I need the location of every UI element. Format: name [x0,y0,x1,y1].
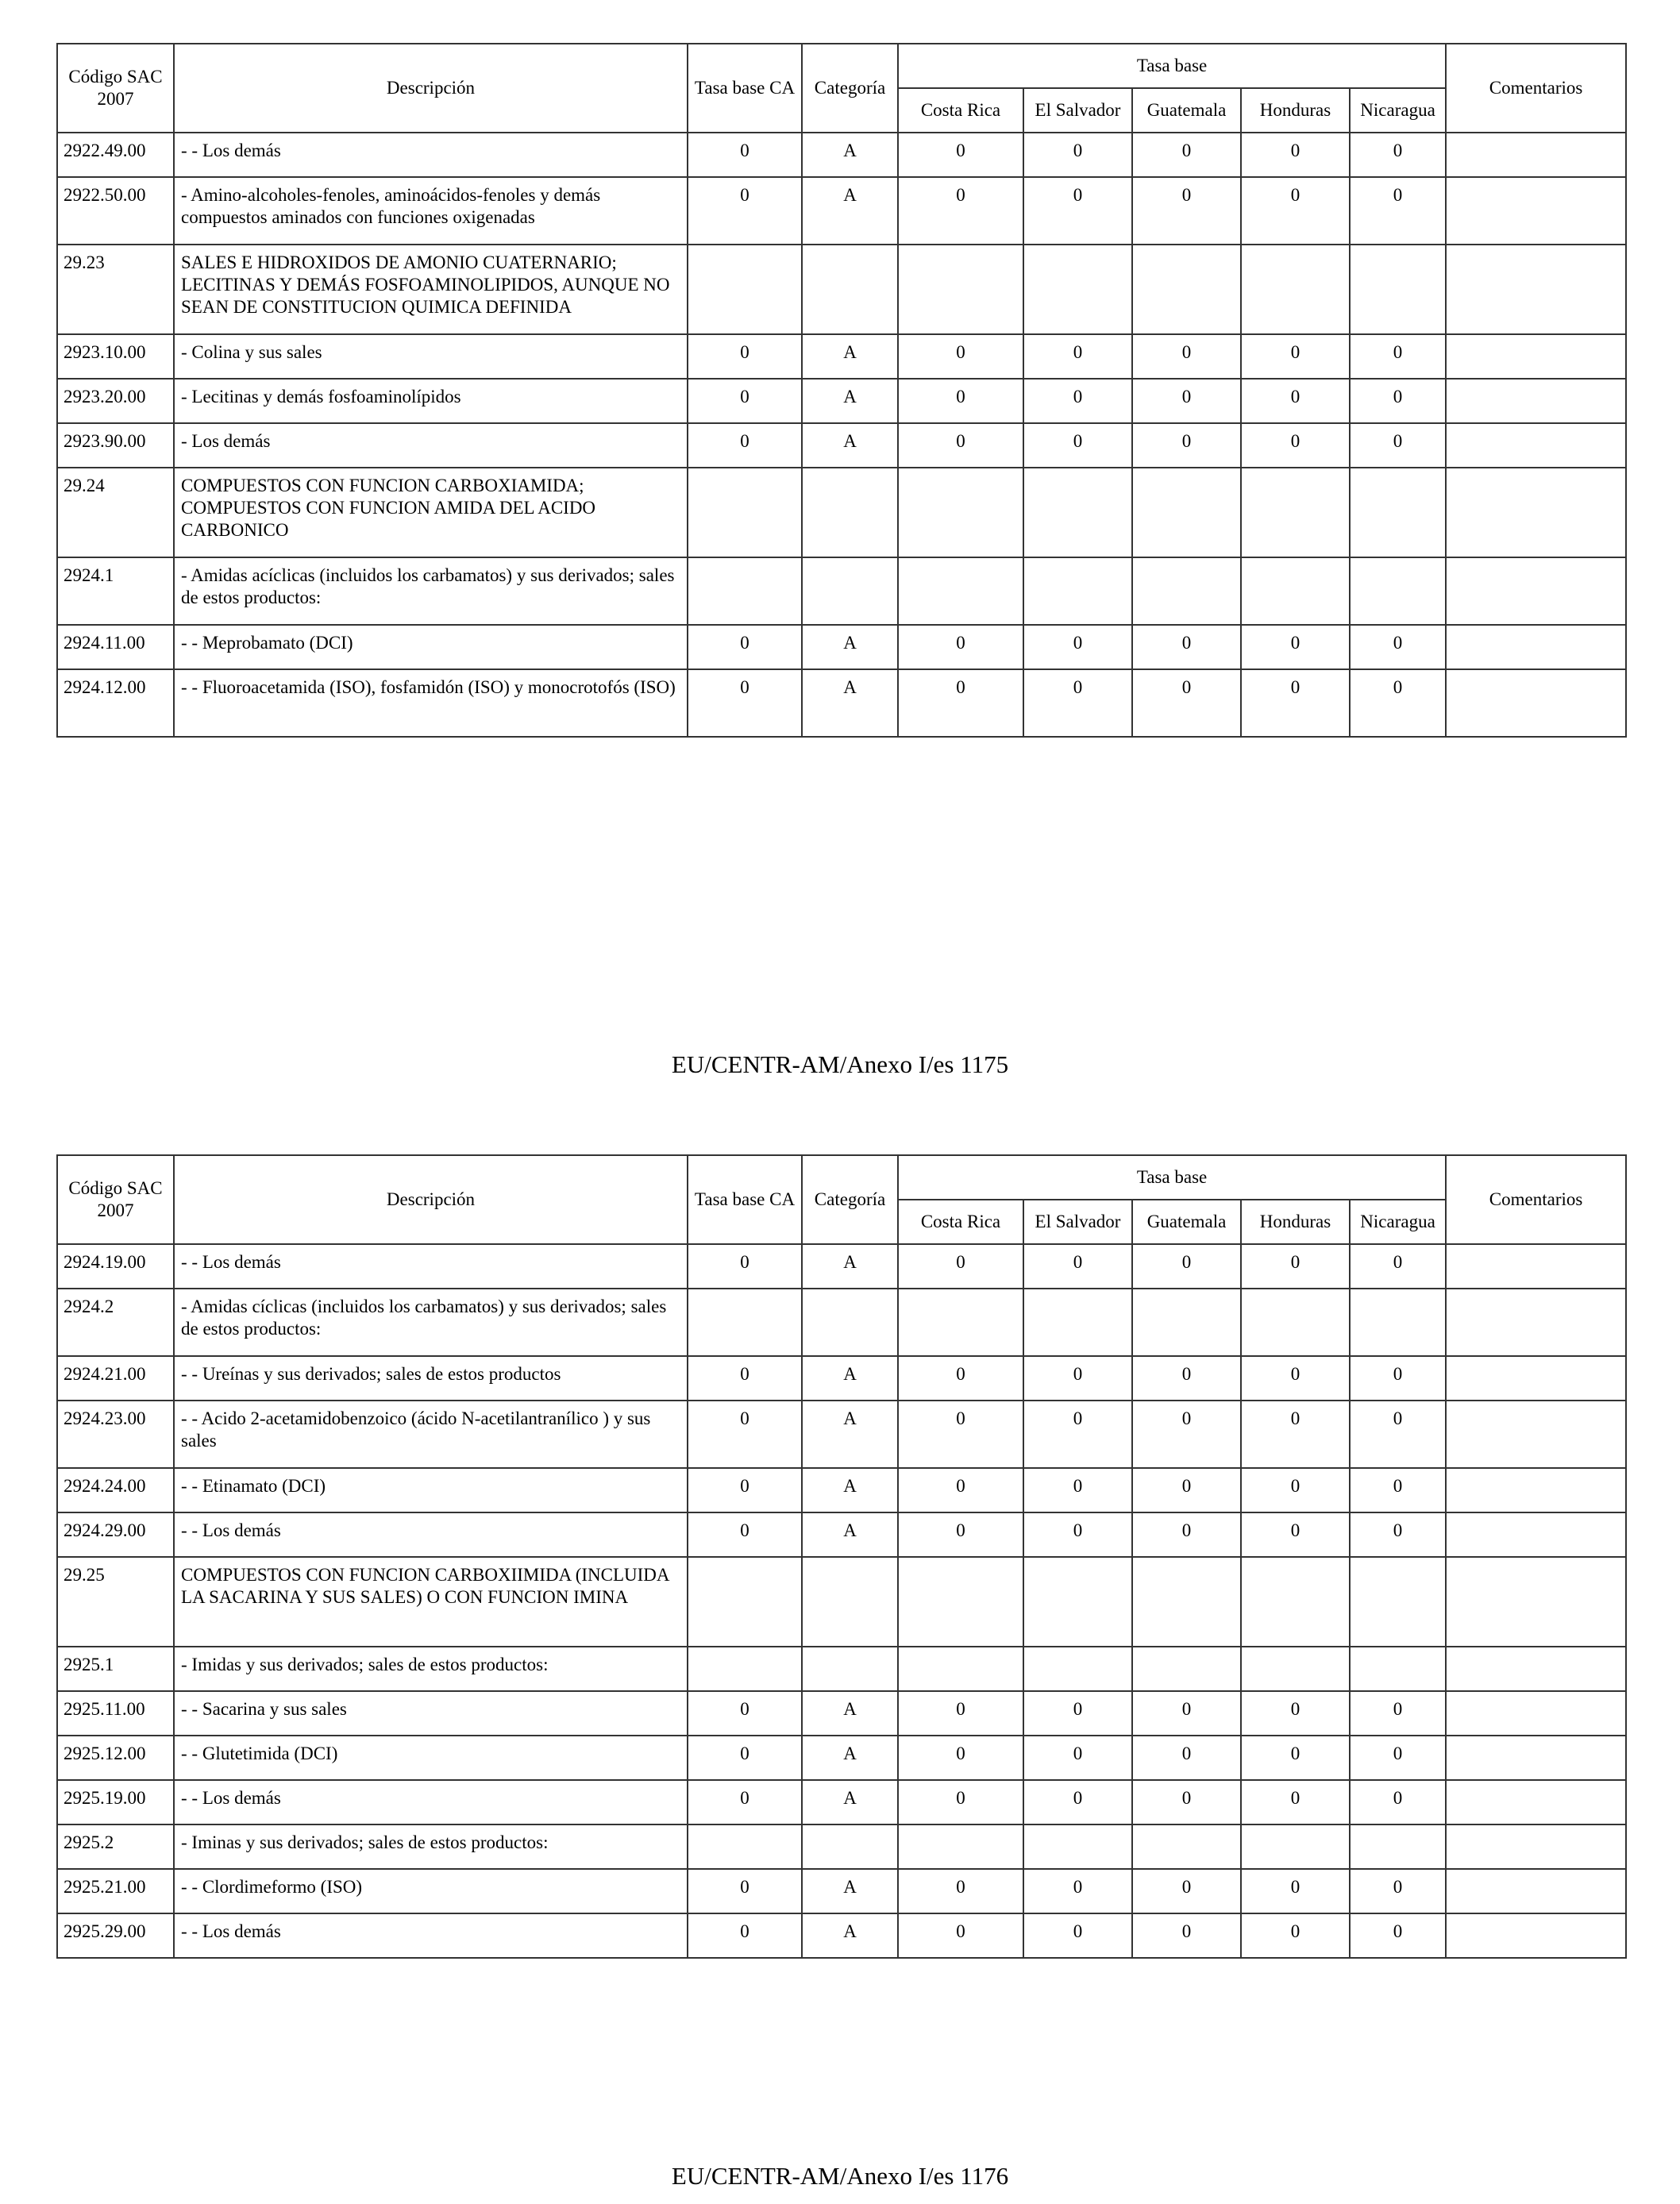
rate-costa-rica-cell: 0 [898,1401,1023,1468]
rate-honduras-cell: 0 [1241,1736,1350,1780]
description-cell: - Amino-alcoholes-fenoles, aminoácidos-fenoles y demás compuestos aminados con funciones oxigenadas [174,177,688,245]
description-cell: - - Los demás [174,133,688,177]
tasa-base-ca-cell: 0 [688,1401,802,1468]
table-row [57,334,1626,379]
comentarios-cell [1446,177,1626,245]
code-cell: 2923.20.00 [57,379,174,423]
rate-nicaragua-cell: 0 [1350,423,1446,468]
rate-el-salvador-cell [1023,1647,1132,1691]
rate-honduras-cell: 0 [1241,1356,1350,1401]
comentarios-cell [1446,1869,1626,1913]
categoria-cell [802,1824,898,1869]
rate-el-salvador-cell: 0 [1023,334,1132,379]
table-row [57,1244,1626,1289]
rate-costa-rica-cell: 0 [898,133,1023,177]
code-cell: 2924.19.00 [57,1244,174,1289]
description-cell: - Imidas y sus derivados; sales de estos productos: [174,1647,688,1691]
header-country: Honduras [1241,88,1350,133]
rate-el-salvador-cell: 0 [1023,177,1132,245]
rate-costa-rica-cell: 0 [898,177,1023,245]
rate-costa-rica-cell: 0 [898,1244,1023,1289]
code-cell: 2924.24.00 [57,1468,174,1512]
rate-honduras-cell [1241,1289,1350,1356]
rate-honduras-cell: 0 [1241,669,1350,737]
header-country: Honduras [1241,1200,1350,1244]
rate-nicaragua-cell: 0 [1350,1913,1446,1958]
rate-nicaragua-cell: 0 [1350,1244,1446,1289]
page-footer: EU/CENTR-AM/Anexo I/es 1176 [671,2162,1009,2190]
rate-nicaragua-cell: 0 [1350,625,1446,669]
description-cell: - - Fluoroacetamida (ISO), fosfamidón (ISO) y monocrotofós (ISO) [174,669,688,737]
rate-nicaragua-cell [1350,557,1446,625]
tasa-base-ca-cell: 0 [688,1780,802,1824]
table-row [57,133,1626,177]
rate-el-salvador-cell: 0 [1023,1468,1132,1512]
rate-nicaragua-cell: 0 [1350,133,1446,177]
rate-el-salvador-cell: 0 [1023,1244,1132,1289]
rate-nicaragua-cell: 0 [1350,177,1446,245]
rate-el-salvador-cell [1023,1557,1132,1647]
comentarios-cell [1446,468,1626,557]
rate-el-salvador-cell: 0 [1023,1780,1132,1824]
comentarios-cell [1446,334,1626,379]
description-cell: - - Sacarina y sus sales [174,1691,688,1736]
categoria-cell [802,1647,898,1691]
description-cell: - Amidas acíclicas (incluidos los carbamatos) y sus derivados; sales de estos productos: [174,557,688,625]
categoria-cell: A [802,625,898,669]
categoria-cell [802,557,898,625]
rate-el-salvador-cell: 0 [1023,1736,1132,1780]
tasa-base-ca-cell: 0 [688,1691,802,1736]
description-cell: - Colina y sus sales [174,334,688,379]
tasa-base-ca-cell [688,245,802,334]
rate-guatemala-cell [1132,468,1241,557]
rate-honduras-cell [1241,1557,1350,1647]
categoria-cell: A [802,177,898,245]
rate-costa-rica-cell [898,245,1023,334]
rate-honduras-cell: 0 [1241,334,1350,379]
rate-costa-rica-cell: 0 [898,1913,1023,1958]
categoria-cell [802,245,898,334]
header-country: Nicaragua [1350,88,1446,133]
tasa-base-ca-cell: 0 [688,1512,802,1557]
table-row [57,177,1626,245]
rate-el-salvador-cell [1023,557,1132,625]
comentarios-cell [1446,1356,1626,1401]
rate-honduras-cell [1241,1824,1350,1869]
rate-nicaragua-cell: 0 [1350,1468,1446,1512]
rate-el-salvador-cell [1023,468,1132,557]
code-cell: 2925.12.00 [57,1736,174,1780]
rate-honduras-cell: 0 [1241,1869,1350,1913]
categoria-cell: A [802,1869,898,1913]
code-cell: 2923.10.00 [57,334,174,379]
description-cell: COMPUESTOS CON FUNCION CARBOXIIMIDA (INCLUIDA LA SACARINA Y SUS SALES) O CON FUNCION IMINA [174,1557,688,1647]
rate-el-salvador-cell: 0 [1023,1401,1132,1468]
rate-el-salvador-cell [1023,1289,1132,1356]
tasa-base-ca-cell [688,1647,802,1691]
code-cell: 2925.19.00 [57,1780,174,1824]
comentarios-cell [1446,1512,1626,1557]
tasa-base-ca-cell: 0 [688,1244,802,1289]
categoria-cell: A [802,1691,898,1736]
comentarios-cell [1446,1913,1626,1958]
rate-nicaragua-cell: 0 [1350,669,1446,737]
rate-nicaragua-cell: 0 [1350,1356,1446,1401]
code-cell: 2924.29.00 [57,1512,174,1557]
tasa-base-ca-cell [688,468,802,557]
rate-el-salvador-cell: 0 [1023,133,1132,177]
code-cell: 2922.50.00 [57,177,174,245]
rate-honduras-cell: 0 [1241,1512,1350,1557]
header-country: El Salvador [1023,88,1132,133]
rate-guatemala-cell: 0 [1132,1736,1241,1780]
rate-honduras-cell [1241,245,1350,334]
categoria-cell: A [802,334,898,379]
rate-guatemala-cell [1132,557,1241,625]
rate-costa-rica-cell: 0 [898,379,1023,423]
description-cell: - - Clordimeformo (ISO) [174,1869,688,1913]
rate-nicaragua-cell [1350,1289,1446,1356]
page-footer: EU/CENTR-AM/Anexo I/es 1175 [671,1050,1009,1078]
comentarios-cell [1446,1401,1626,1468]
rate-el-salvador-cell: 0 [1023,423,1132,468]
code-cell: 29.24 [57,468,174,557]
tariff-page-2 [56,1154,1625,1959]
rate-el-salvador-cell: 0 [1023,1691,1132,1736]
tasa-base-ca-cell [688,557,802,625]
rate-el-salvador-cell: 0 [1023,669,1132,737]
description-cell: - - Glutetimida (DCI) [174,1736,688,1780]
rate-honduras-cell: 0 [1241,1468,1350,1512]
tasa-base-ca-cell: 0 [688,1736,802,1780]
code-cell: 2924.23.00 [57,1401,174,1468]
rate-honduras-cell: 0 [1241,1691,1350,1736]
table-row [57,468,1626,557]
code-cell: 2923.90.00 [57,423,174,468]
code-cell: 2924.1 [57,557,174,625]
header-tasa-base-ca: Tasa base CA [688,44,802,133]
rate-honduras-cell [1241,468,1350,557]
tariff-table [56,43,1627,738]
comentarios-cell [1446,1468,1626,1512]
comentarios-cell [1446,669,1626,737]
header-categoria: Categoría [802,1155,898,1244]
rate-el-salvador-cell: 0 [1023,379,1132,423]
rate-honduras-cell: 0 [1241,1244,1350,1289]
rate-guatemala-cell: 0 [1132,1913,1241,1958]
tasa-base-ca-cell: 0 [688,1468,802,1512]
rate-guatemala-cell: 0 [1132,1468,1241,1512]
rate-guatemala-cell: 0 [1132,177,1241,245]
comentarios-cell [1446,1780,1626,1824]
comentarios-cell [1446,423,1626,468]
categoria-cell: A [802,379,898,423]
rate-el-salvador-cell: 0 [1023,1356,1132,1401]
rate-honduras-cell: 0 [1241,379,1350,423]
tasa-base-ca-cell: 0 [688,177,802,245]
description-cell: - Amidas cíclicas (incluidos los carbamatos) y sus derivados; sales de estos productos: [174,1289,688,1356]
tasa-base-ca-cell [688,1289,802,1356]
header-country: Nicaragua [1350,1200,1446,1244]
header-descripcion: Descripción [174,44,688,133]
rate-costa-rica-cell [898,1289,1023,1356]
tasa-base-ca-cell: 0 [688,1869,802,1913]
rate-honduras-cell: 0 [1241,423,1350,468]
comentarios-cell [1446,1289,1626,1356]
header-tasa-base-ca: Tasa base CA [688,1155,802,1244]
rate-guatemala-cell: 0 [1132,334,1241,379]
description-cell: COMPUESTOS CON FUNCION CARBOXIAMIDA; COMPUESTOS CON FUNCION AMIDA DEL ACIDO CARBONICO [174,468,688,557]
tasa-base-ca-cell: 0 [688,334,802,379]
rate-honduras-cell: 0 [1241,1913,1350,1958]
rate-costa-rica-cell [898,557,1023,625]
rate-guatemala-cell [1132,1647,1241,1691]
rate-nicaragua-cell [1350,1647,1446,1691]
comentarios-cell [1446,133,1626,177]
comentarios-cell [1446,1647,1626,1691]
header-tasa-base: Tasa base [898,44,1446,88]
categoria-cell: A [802,1356,898,1401]
table-row [57,1289,1626,1356]
rate-el-salvador-cell [1023,1824,1132,1869]
table-row [57,1557,1626,1647]
rate-nicaragua-cell: 0 [1350,334,1446,379]
code-cell: 29.23 [57,245,174,334]
rate-guatemala-cell [1132,245,1241,334]
code-cell: 2924.12.00 [57,669,174,737]
rate-honduras-cell [1241,557,1350,625]
rate-nicaragua-cell [1350,245,1446,334]
table-row [57,1780,1626,1824]
rate-guatemala-cell [1132,1289,1241,1356]
rate-nicaragua-cell [1350,468,1446,557]
rate-nicaragua-cell: 0 [1350,1512,1446,1557]
tasa-base-ca-cell: 0 [688,379,802,423]
rate-honduras-cell: 0 [1241,1401,1350,1468]
rate-nicaragua-cell: 0 [1350,1780,1446,1824]
rate-honduras-cell: 0 [1241,133,1350,177]
description-cell: - Los demás [174,423,688,468]
description-cell: - - Los demás [174,1780,688,1824]
description-cell: - Lecitinas y demás fosfoaminolípidos [174,379,688,423]
rate-guatemala-cell: 0 [1132,1691,1241,1736]
code-cell: 2924.11.00 [57,625,174,669]
comentarios-cell [1446,1691,1626,1736]
table-row [57,1401,1626,1468]
description-cell: - - Meprobamato (DCI) [174,625,688,669]
tariff-table [56,1154,1627,1959]
rate-el-salvador-cell [1023,245,1132,334]
rate-guatemala-cell: 0 [1132,1512,1241,1557]
table-row [57,557,1626,625]
table-row [57,1691,1626,1736]
rate-costa-rica-cell [898,468,1023,557]
tasa-base-ca-cell: 0 [688,133,802,177]
code-cell: 2924.2 [57,1289,174,1356]
rate-guatemala-cell: 0 [1132,379,1241,423]
rate-guatemala-cell: 0 [1132,423,1241,468]
rate-honduras-cell: 0 [1241,625,1350,669]
header-country: Guatemala [1132,88,1241,133]
categoria-cell: A [802,1736,898,1780]
rate-costa-rica-cell: 0 [898,1468,1023,1512]
table-row [57,669,1626,737]
tasa-base-ca-cell [688,1557,802,1647]
rate-nicaragua-cell: 0 [1350,379,1446,423]
description-cell: - - Ureínas y sus derivados; sales de estos productos [174,1356,688,1401]
rate-costa-rica-cell [898,1824,1023,1869]
rate-el-salvador-cell: 0 [1023,1869,1132,1913]
rate-guatemala-cell: 0 [1132,1356,1241,1401]
tasa-base-ca-cell: 0 [688,669,802,737]
rate-costa-rica-cell: 0 [898,1356,1023,1401]
rate-guatemala-cell: 0 [1132,1869,1241,1913]
categoria-cell: A [802,1401,898,1468]
rate-guatemala-cell [1132,1557,1241,1647]
rate-costa-rica-cell: 0 [898,334,1023,379]
categoria-cell [802,468,898,557]
rate-guatemala-cell: 0 [1132,1401,1241,1468]
rate-nicaragua-cell [1350,1557,1446,1647]
rate-honduras-cell: 0 [1241,177,1350,245]
description-cell: SALES E HIDROXIDOS DE AMONIO CUATERNARIO; LECITINAS Y DEMÁS FOSFOAMINOLIPIDOS, AUNQUE NO SEAN DE CONSTITUCION QUIMICA DEFINIDA [174,245,688,334]
categoria-cell [802,1557,898,1647]
description-cell: - - Acido 2-acetamidobenzoico (ácido N-acetilantranílico ) y sus sales [174,1401,688,1468]
rate-honduras-cell [1241,1647,1350,1691]
code-cell: 2922.49.00 [57,133,174,177]
rate-costa-rica-cell: 0 [898,1869,1023,1913]
rate-costa-rica-cell [898,1647,1023,1691]
rate-costa-rica-cell: 0 [898,1512,1023,1557]
rate-costa-rica-cell: 0 [898,1691,1023,1736]
tasa-base-ca-cell [688,1824,802,1869]
tasa-base-ca-cell: 0 [688,625,802,669]
categoria-cell: A [802,423,898,468]
tasa-base-ca-cell: 0 [688,423,802,468]
table-row [57,423,1626,468]
table-row [57,625,1626,669]
header-categoria: Categoría [802,44,898,133]
header-country: Costa Rica [898,88,1023,133]
description-cell: - - Los demás [174,1244,688,1289]
tariff-page-1 [56,43,1625,738]
description-cell: - Iminas y sus derivados; sales de estos productos: [174,1824,688,1869]
table-row [57,1824,1626,1869]
categoria-cell: A [802,1780,898,1824]
table-row [57,1356,1626,1401]
rate-guatemala-cell [1132,1824,1241,1869]
table-row [57,245,1626,334]
comentarios-cell [1446,1736,1626,1780]
header-codigo: Código SAC 2007 [57,44,174,133]
header-country: Costa Rica [898,1200,1023,1244]
rate-guatemala-cell: 0 [1132,133,1241,177]
description-cell: - - Los demás [174,1512,688,1557]
rate-el-salvador-cell: 0 [1023,625,1132,669]
header-country: Guatemala [1132,1200,1241,1244]
comentarios-cell [1446,625,1626,669]
rate-nicaragua-cell: 0 [1350,1691,1446,1736]
categoria-cell: A [802,669,898,737]
categoria-cell [802,1289,898,1356]
header-country: El Salvador [1023,1200,1132,1244]
rate-nicaragua-cell [1350,1824,1446,1869]
header-comentarios: Comentarios [1446,1155,1626,1244]
rate-costa-rica-cell: 0 [898,625,1023,669]
description-cell: - - Los demás [174,1913,688,1958]
categoria-cell: A [802,1244,898,1289]
table-row [57,1736,1626,1780]
categoria-cell: A [802,1913,898,1958]
header-codigo: Código SAC 2007 [57,1155,174,1244]
tasa-base-ca-cell: 0 [688,1356,802,1401]
table-row [57,1647,1626,1691]
rate-costa-rica-cell [898,1557,1023,1647]
rate-guatemala-cell: 0 [1132,1244,1241,1289]
categoria-cell: A [802,1468,898,1512]
code-cell: 29.25 [57,1557,174,1647]
rate-nicaragua-cell: 0 [1350,1401,1446,1468]
rate-guatemala-cell: 0 [1132,1780,1241,1824]
rate-costa-rica-cell: 0 [898,1780,1023,1824]
header-tasa-base: Tasa base [898,1155,1446,1200]
code-cell: 2925.21.00 [57,1869,174,1913]
rate-costa-rica-cell: 0 [898,669,1023,737]
rate-guatemala-cell: 0 [1132,669,1241,737]
table-row [57,1869,1626,1913]
code-cell: 2925.11.00 [57,1691,174,1736]
comentarios-cell [1446,1557,1626,1647]
code-cell: 2925.29.00 [57,1913,174,1958]
rate-el-salvador-cell: 0 [1023,1512,1132,1557]
table-row [57,1913,1626,1958]
code-cell: 2925.1 [57,1647,174,1691]
rate-costa-rica-cell: 0 [898,1736,1023,1780]
header-descripcion: Descripción [174,1155,688,1244]
code-cell: 2925.2 [57,1824,174,1869]
categoria-cell: A [802,133,898,177]
rate-honduras-cell: 0 [1241,1780,1350,1824]
comentarios-cell [1446,379,1626,423]
comentarios-cell [1446,245,1626,334]
categoria-cell: A [802,1512,898,1557]
header-comentarios: Comentarios [1446,44,1626,133]
code-cell: 2924.21.00 [57,1356,174,1401]
comentarios-cell [1446,557,1626,625]
rate-nicaragua-cell: 0 [1350,1736,1446,1780]
table-row [57,1512,1626,1557]
table-row [57,1468,1626,1512]
rate-costa-rica-cell: 0 [898,423,1023,468]
tasa-base-ca-cell: 0 [688,1913,802,1958]
comentarios-cell [1446,1244,1626,1289]
rate-el-salvador-cell: 0 [1023,1913,1132,1958]
comentarios-cell [1446,1824,1626,1869]
rate-nicaragua-cell: 0 [1350,1869,1446,1913]
table-row [57,379,1626,423]
description-cell: - - Etinamato (DCI) [174,1468,688,1512]
rate-guatemala-cell: 0 [1132,625,1241,669]
